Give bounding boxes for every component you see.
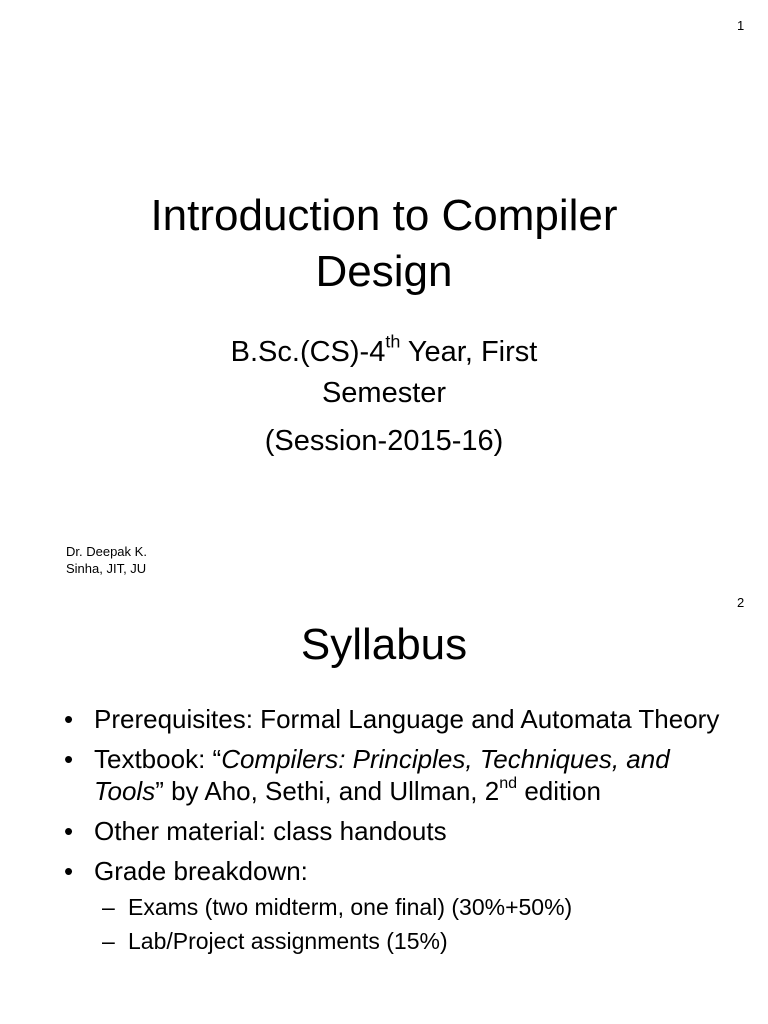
grade-item-text: Exams (two midterm, one final) (30%+50%)	[128, 894, 573, 920]
list-item	[0, 703, 768, 735]
sub-list-item	[94, 890, 728, 924]
dash-icon: –	[102, 928, 115, 954]
list-item	[0, 815, 768, 847]
bullet-icon: •	[64, 704, 74, 734]
close-quote: ”	[155, 776, 164, 806]
title-line: Design	[315, 247, 453, 296]
grade-item-text: Lab/Project assignments (15%)	[128, 928, 448, 954]
bullet-icon: •	[64, 856, 74, 886]
list-item	[0, 743, 768, 807]
author-line: Sinha, JIT, JU	[66, 561, 147, 576]
list-item	[0, 855, 768, 958]
textbook-edition: edition	[517, 776, 601, 806]
textbook-authors: by Aho, Sethi, and Ullman, 2	[163, 776, 500, 806]
slide-title	[0, 188, 768, 300]
course-prefix: B.Sc.(CS)-4	[230, 336, 386, 368]
title-line: Introduction to Compiler	[150, 191, 618, 240]
course-line	[0, 332, 768, 373]
page-number: 2	[737, 595, 745, 610]
page-number: 1	[737, 18, 745, 33]
course-subtitle	[0, 332, 768, 462]
syllabus-list	[0, 703, 768, 966]
author-credit	[66, 543, 147, 577]
textbook-label: Textbook:	[94, 744, 213, 774]
author-line: Dr. Deepak K.	[66, 544, 147, 559]
syllabus-title: Syllabus	[300, 620, 468, 669]
bullet-icon: •	[64, 816, 74, 846]
grade-sublist	[94, 890, 728, 958]
prerequisites-text: Prerequisites: Formal Language and Automata Theory	[94, 704, 720, 734]
course-suffix: Year, First	[400, 336, 538, 368]
other-material-text: Other material: class handouts	[94, 816, 447, 846]
ordinal-suffix: nd	[499, 773, 518, 792]
session-line: (Session-2015-16)	[264, 425, 504, 457]
semester-line: Semester	[321, 377, 447, 409]
dash-icon: –	[102, 894, 115, 920]
open-quote: “	[212, 744, 222, 774]
ordinal-suffix: th	[385, 331, 401, 352]
grade-breakdown-text: Grade breakdown:	[94, 856, 308, 886]
bullet-icon: •	[64, 744, 74, 774]
book-title: Compilers: Principles, Techniques, and Tools	[94, 744, 670, 806]
sub-list-item	[94, 924, 728, 958]
